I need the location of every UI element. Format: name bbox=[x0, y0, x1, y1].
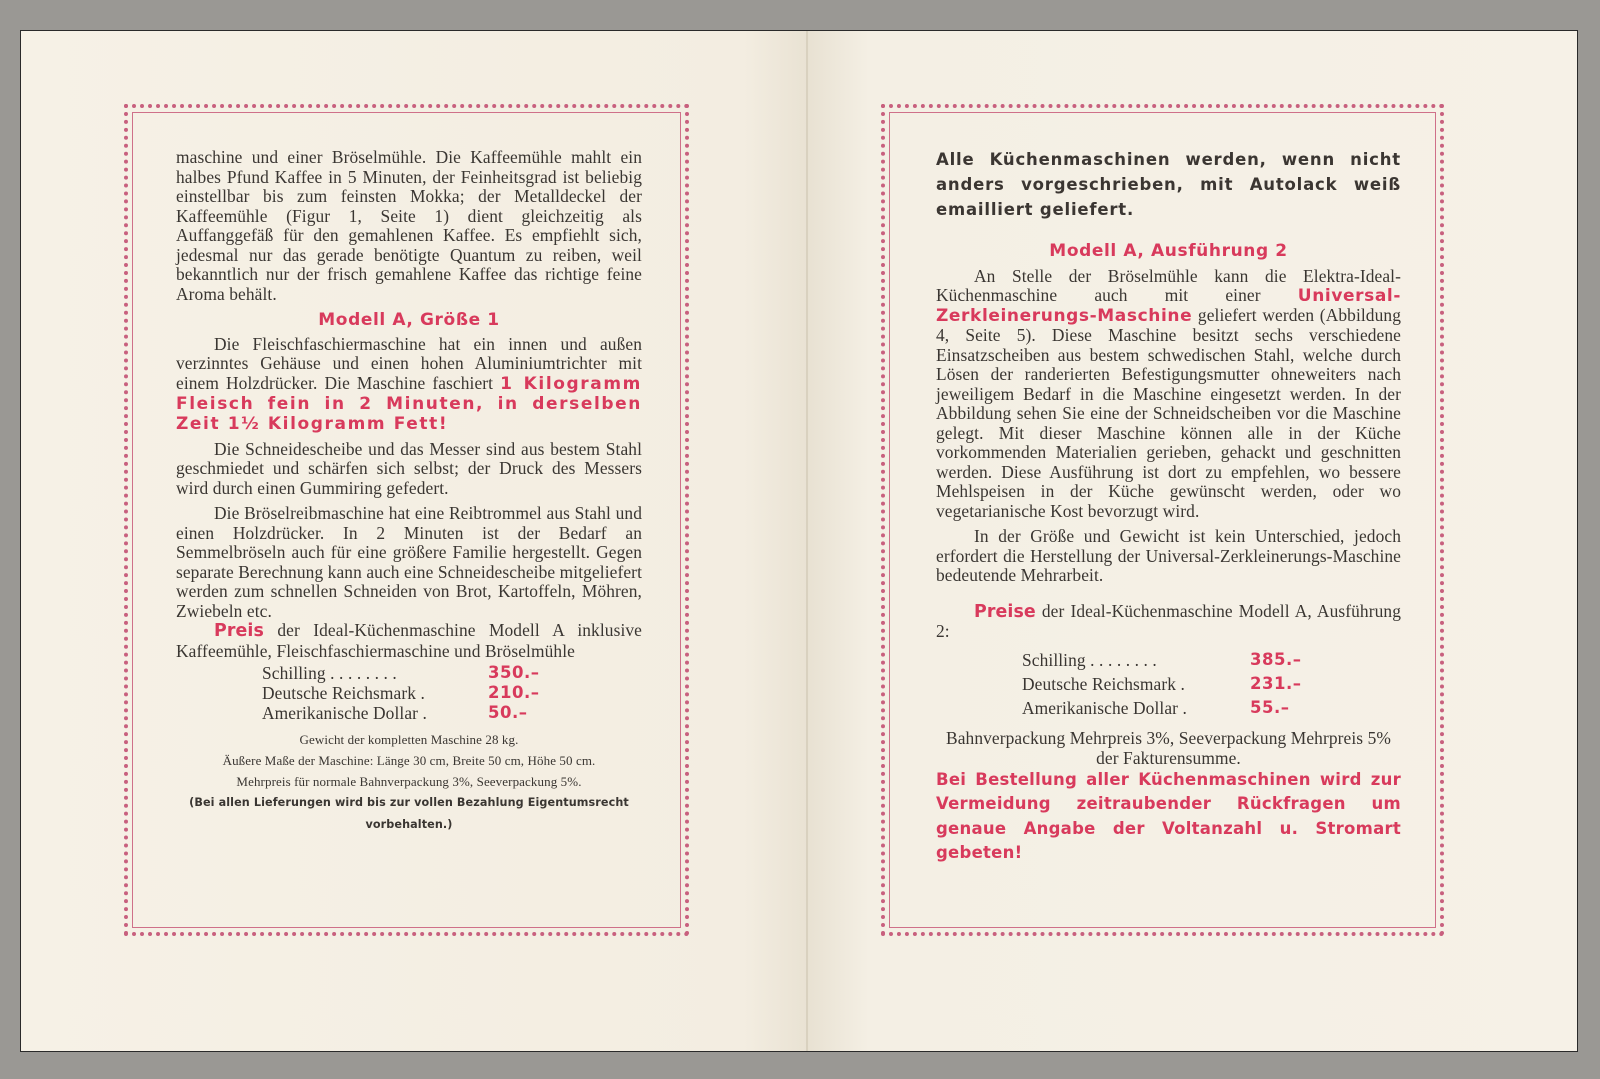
price-amount: 231.– bbox=[1250, 673, 1302, 693]
price-amount: 50.– bbox=[488, 703, 528, 722]
price-row bbox=[1022, 648, 1401, 672]
dimensions-note: Äußere Maße der Maschine: Länge 30 cm, Breite 50 cm, Höhe 50 cm. bbox=[222, 753, 596, 768]
price-label: Preis bbox=[214, 621, 264, 641]
price-currency: Amerikanische Dollar . bbox=[262, 703, 427, 723]
meat-grinder-highlight: 1 Kilogramm Fleisch fein in 2 Minuten, in derselben Zeit 1½ Kilogramm Fett! bbox=[176, 373, 642, 434]
left-text-column bbox=[176, 148, 642, 836]
price-row bbox=[1022, 672, 1401, 696]
section-heading-model-a-size-1: Modell A, Größe 1 bbox=[318, 310, 500, 330]
price-amount: 55.– bbox=[1250, 697, 1290, 717]
universal-text-end: geliefert werden (Abbildung 4, Seite 5). Diese Maschine besitzt sechs verschiedene Einsatzscheiben aus bestem schwedischen Stahl, welche durch Lösen der randerierten Befestigungsmutter ohneweiters nach jeweiligem Bedarf in die Maschine eingesetzt werden. In der Abbildung sehen Sie eine der Schneidscheiben vor die Maschine gelegt. Mit dieser Maschine können alle in der Küche vorkommenden Materialien gerieben, gehackt und geschnitten werden. Diese Ausführung ist dort zu empfehlen, wo bessere Mehlspeisen in der Küche gewünscht werden, oder wo vegetarianische Kost bevorzugt wird. bbox=[936, 305, 1401, 521]
price-intro-right bbox=[936, 602, 1401, 642]
price-row bbox=[262, 683, 642, 703]
packaging-surcharge-note: Bahnverpackung Mehrpreis 3%, Seeverpackung Mehrpreis 5% der Fakturensumme. bbox=[946, 727, 1391, 768]
size-weight-paragraph: In der Größe und Gewicht ist kein Unterschied, jedoch erfordert die Herstellung der Universal-Zerkleinerungs-Maschine bedeutende Mehrarbeit. bbox=[936, 526, 1401, 585]
price-amount: 385.– bbox=[1250, 649, 1302, 669]
crumb-grater-paragraph: Die Bröselreibmaschine hat eine Reibtrommel aus Stahl und einen Holzdrücker. In 2 Minuten ist der Bedarf an Semmelbröseln auch für eine größere Familie hergestellt. Gegen separate Berechnung kann auch eine Schneidescheibe mitgeliefert werden zum schnellen Schneiden von Brot, Kartoffeln, Möhren, Zwiebeln etc. bbox=[176, 503, 642, 621]
blade-paragraph: Die Schneidescheibe und das Messer sind aus bestem Stahl geschmiedet und schärfen sich selbst; der Druck des Messers wird durch einen Gummiring gefedert. bbox=[176, 438, 642, 498]
price-amount: 350.– bbox=[488, 663, 540, 682]
price-currency: Deutsche Reichsmark . bbox=[1022, 673, 1185, 694]
price-row bbox=[262, 703, 642, 723]
price-description: der Ideal-Küchenmaschine Modell A inklusive Kaffeemühle, Fleischfaschiermaschine und Bröselmühle bbox=[176, 620, 642, 661]
prices-label: Preise bbox=[974, 601, 1036, 622]
price-row bbox=[1022, 696, 1401, 720]
section-heading-model-a-version-2: Modell A, Ausführung 2 bbox=[1049, 241, 1288, 261]
lacquer-notice: Alle Küchenmaschinen werden, wenn nicht anders vorgeschrieben, mit Autolack weiß emailliert geliefert. bbox=[936, 150, 1401, 219]
price-intro bbox=[176, 621, 642, 661]
price-currency: Deutsche Reichsmark . bbox=[262, 683, 425, 703]
universal-machine-paragraph bbox=[936, 267, 1401, 522]
price-currency: Schilling . . . . . . . . bbox=[262, 663, 397, 683]
weight-note: Gewicht der kompletten Maschine 28 kg. bbox=[299, 732, 519, 747]
price-currency: Schilling . . . . . . . . bbox=[1022, 649, 1157, 670]
price-description-right: der Ideal-Küchenmaschine Modell A, Ausführung 2: bbox=[936, 600, 1402, 641]
price-table-size-1 bbox=[262, 663, 642, 723]
ownership-note: (Bei allen Lieferungen wird bis zur vollen Bezahlung Eigentumsrecht vorbehalten.) bbox=[189, 796, 629, 831]
right-text-column bbox=[936, 148, 1401, 866]
price-row bbox=[262, 663, 642, 683]
universal-machine-highlight: Universal-Zerkleinerungs-Maschine bbox=[936, 286, 1401, 326]
packaging-note: Mehrpreis für normale Bahnverpackung 3%, Seeverpackung 5%. bbox=[236, 774, 582, 789]
meat-grinder-paragraph bbox=[176, 335, 642, 434]
universal-text-start: An Stelle der Bröselmühle kann die Elektra-Ideal-Küchenmaschine auch mit einer bbox=[936, 265, 1401, 305]
brochure-sheet bbox=[20, 30, 1578, 1052]
price-amount: 210.– bbox=[488, 683, 540, 702]
price-table-version-2 bbox=[1022, 648, 1401, 720]
price-currency: Amerikanische Dollar . bbox=[1022, 697, 1187, 718]
intro-paragraph: maschine und einer Bröselmühle. Die Kaffeemühle mahlt ein halbes Pfund Kaffee in 5 Minuten, der Feinheitsgrad ist beliebig einstellbar bis zum feinsten Mokka; der Metalldeckel der Kaffeemühle (Figur 1, Seite 1) dient gleichzeitig als Auffanggefäß für den gemahlenen Kaffee. Es empfiehlt sich, jedesmal nur das gerade benötigte Quantum zu reiben, weil bekanntlich nur der frisch gemahlene Kaffee das richtige feine Aroma behält. bbox=[176, 147, 642, 304]
meat-grinder-text: Die Fleischfaschiermaschine hat ein innen und außen verzinntes Gehäuse und einen hohen Aluminiumtrichter mit einem Holzdrücker. Die Maschine faschiert bbox=[176, 333, 642, 393]
center-fold bbox=[806, 31, 808, 1051]
order-notice: Bei Bestellung aller Küchenmaschinen wird zur Vermeidung zeitraubender Rückfragen um genaue Angabe der Voltanzahl u. Stromart gebeten! bbox=[936, 769, 1401, 862]
